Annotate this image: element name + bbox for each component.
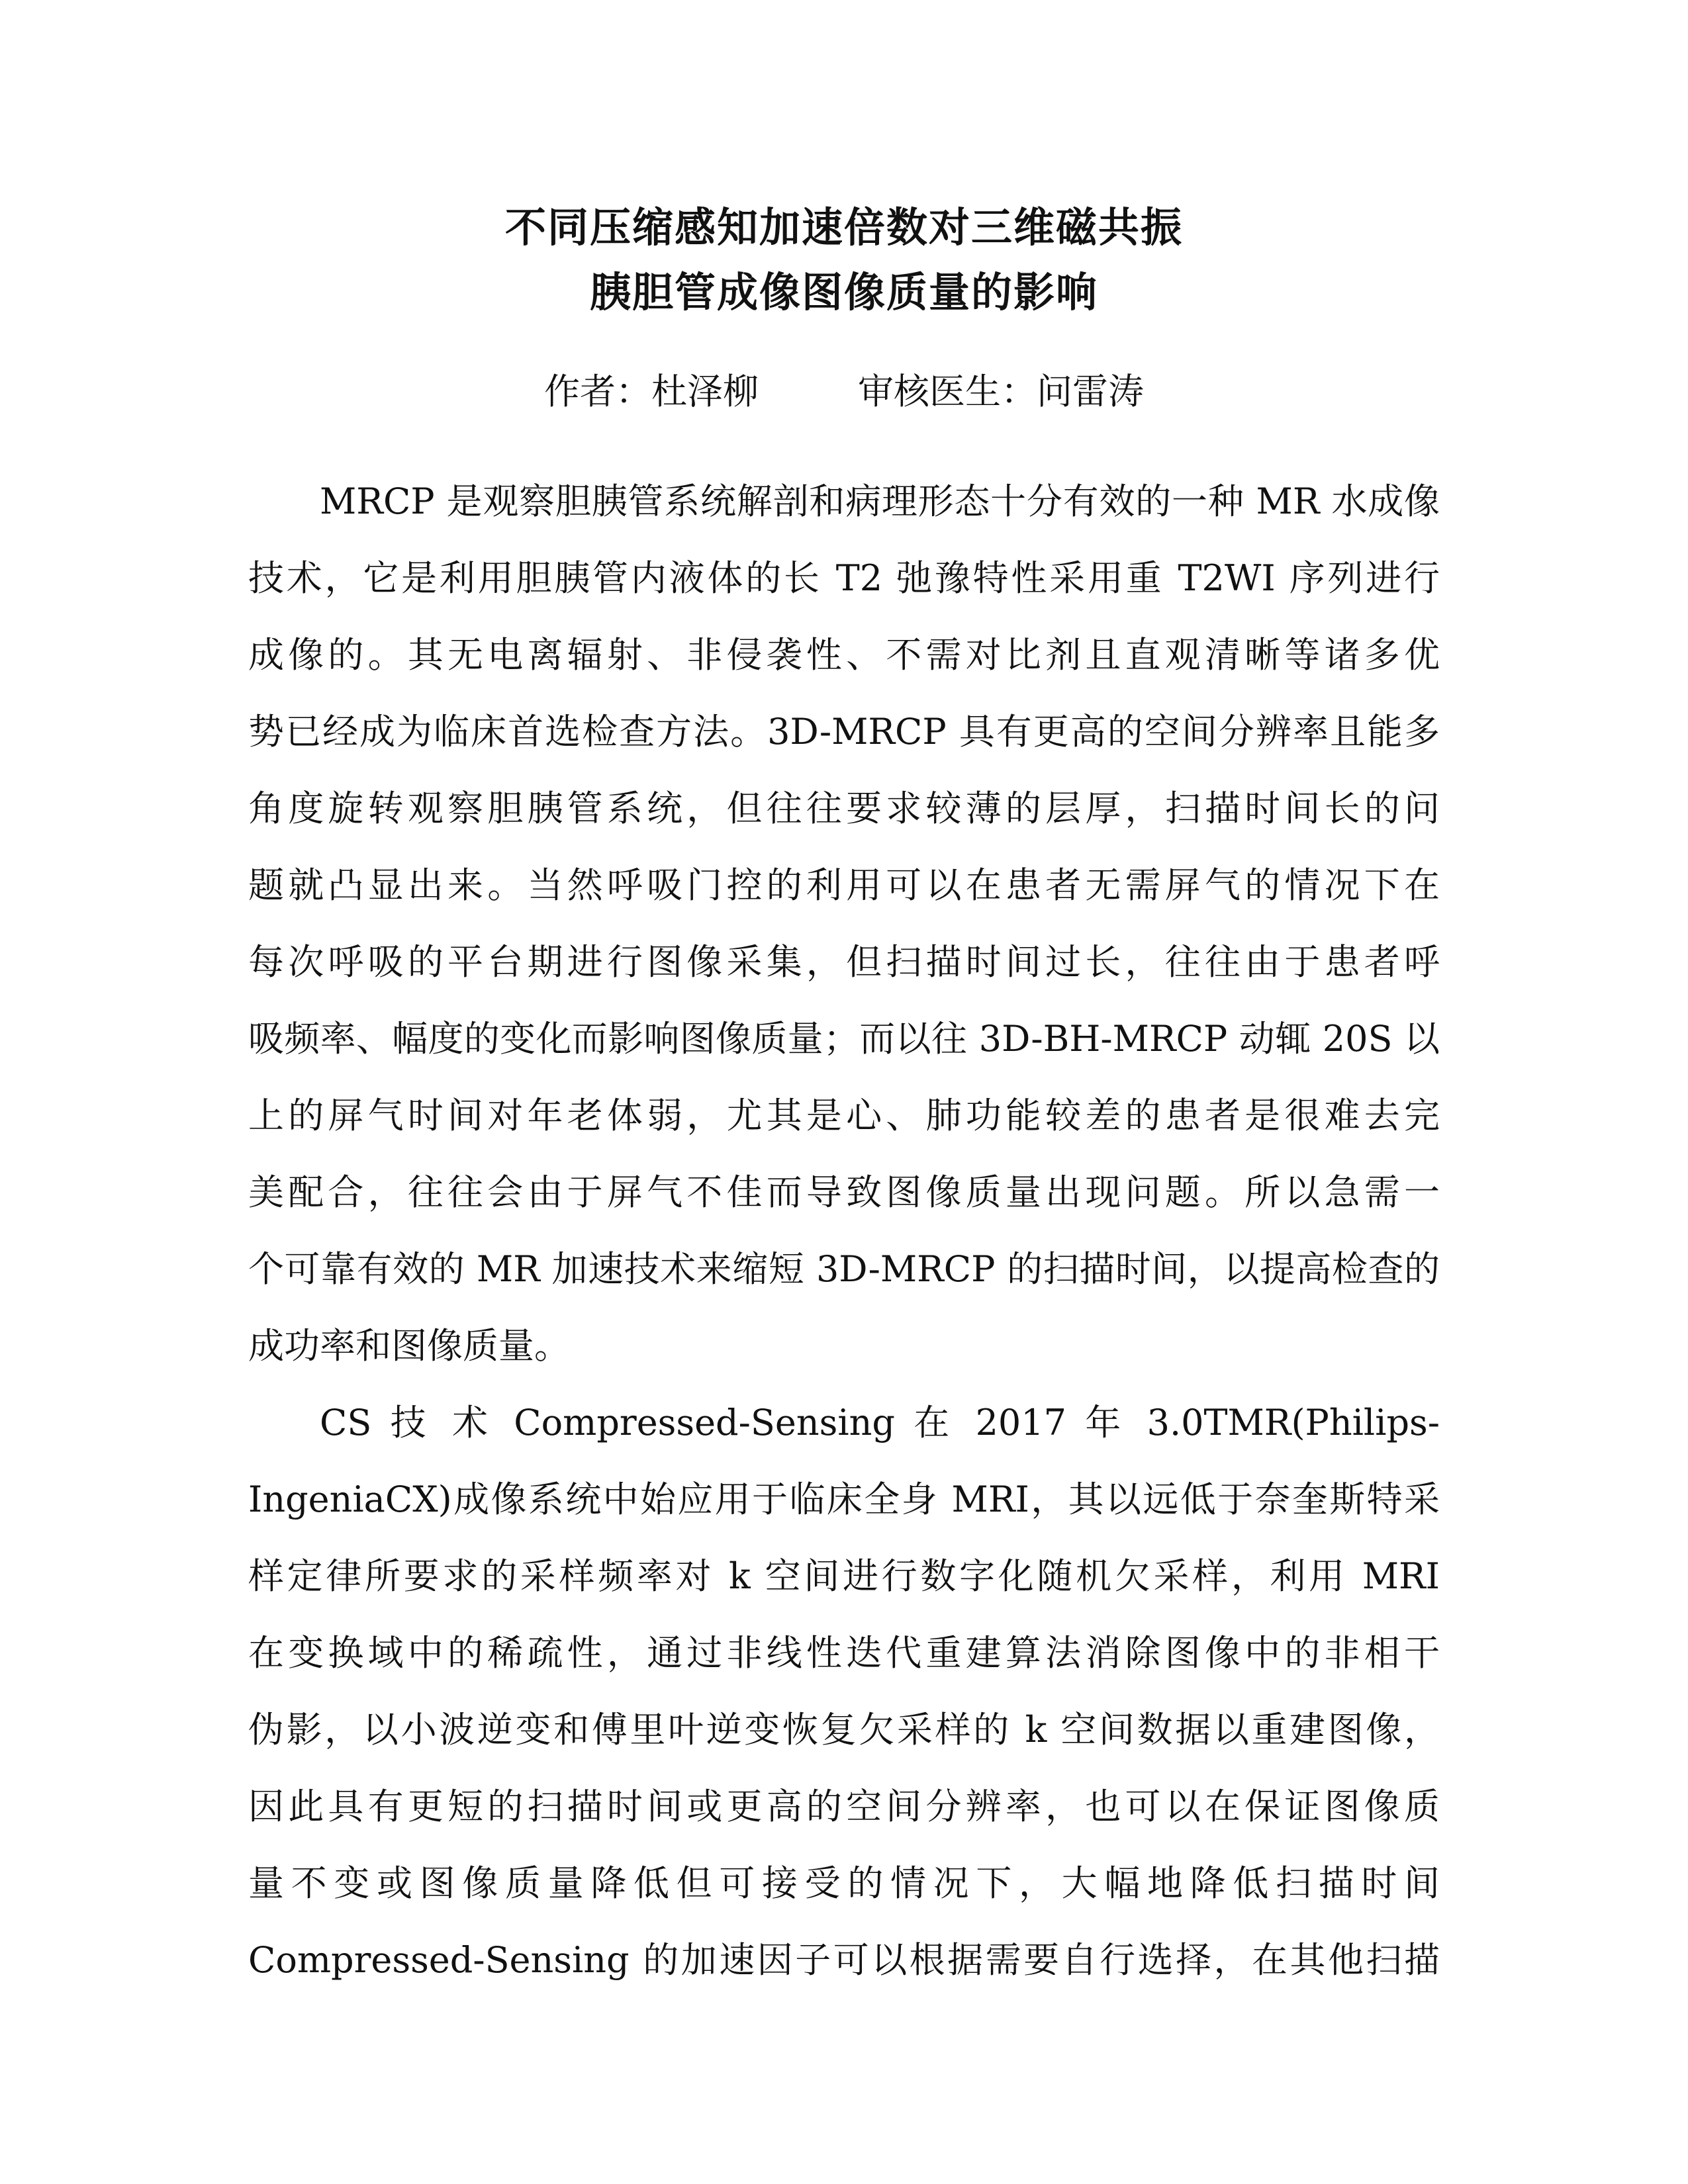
text-line: 伪影，以小波逆变和傅里叶逆变恢复欠采样的 k 空间数据以重建图像，: [248, 1709, 1440, 1751]
paragraph-1: [248, 463, 1440, 1385]
text-line: 成像的。其无电离辐射、非侵袭性、不需对比剂且直观清晰等诸多优: [248, 634, 1440, 676]
body-text: [248, 463, 1440, 1999]
text-line: 个可靠有效的 MR 加速技术来缩短 3D-MRCP 的扫描时间，以提高检查的: [248, 1248, 1440, 1290]
text-line: 题就凸显出来。当然呼吸门控的利用可以在患者无需屏气的情况下在: [248, 864, 1440, 906]
byline: [248, 365, 1440, 418]
text-line: 在变换域中的稀疏性，通过非线性迭代重建算法消除图像中的非相干: [248, 1632, 1440, 1674]
text-line: 上的屏气时间对年老体弱，尤其是心、肺功能较差的患者是很难去完: [248, 1095, 1440, 1136]
text-line: 技术，它是利用胆胰管内液体的长 T2 弛豫特性采用重 T2WI 序列进行: [248, 557, 1440, 599]
text-line: CS 技 术 Compressed-Sensing 在 2017 年 3.0TMR(Philips-: [320, 1402, 1440, 1443]
text-line: 美配合，往往会由于屏气不佳而导致图像质量出现问题。所以急需一: [248, 1171, 1440, 1213]
author-label: 作者：杜泽柳: [544, 371, 759, 412]
title-line-2: 胰胆管成像图像质量的影响: [589, 268, 1098, 316]
text-line: 样定律所要求的采样频率对 k 空间进行数字化随机欠采样，利用 MRI: [248, 1555, 1440, 1597]
text-line: 因此具有更短的扫描时间或更高的空间分辨率，也可以在保证图像质: [248, 1786, 1440, 1827]
text-line: 势已经成为临床首选检查方法。3D-MRCP 具有更高的空间分辨率且能多: [248, 711, 1440, 752]
text-line: MRCP 是观察胆胰管系统解剖和病理形态十分有效的一种 MR 水成像: [320, 480, 1440, 522]
text-line: Compressed-Sensing 的加速因子可以根据需要自行选择，在其他扫描: [248, 1939, 1440, 1981]
document-title: [248, 195, 1440, 325]
text-line: 角度旋转观察胆胰管系统，但往往要求较薄的层厚，扫描时间长的问: [248, 788, 1440, 829]
reviewer-label: 审核医生：问雷涛: [858, 371, 1144, 412]
text-line: 每次呼吸的平台期进行图像采集，但扫描时间过长，往往由于患者呼: [248, 941, 1440, 983]
text-line: IngeniaCX)成像系统中始应用于临床全身 MRI，其以远低于奈奎斯特采: [248, 1479, 1440, 1520]
paragraph-2: [248, 1385, 1440, 1999]
title-line-1: 不同压缩感知加速倍数对三维磁共振: [504, 203, 1183, 251]
text-line: 量不变或图像质量降低但可接受的情况下，大幅地降低扫描时间: [248, 1862, 1440, 1904]
text-line: 成功率和图像质量。: [248, 1325, 570, 1367]
text-line: 吸频率、幅度的变化而影响图像质量；而以往 3D-BH-MRCP 动辄 20S 以: [248, 1018, 1440, 1060]
